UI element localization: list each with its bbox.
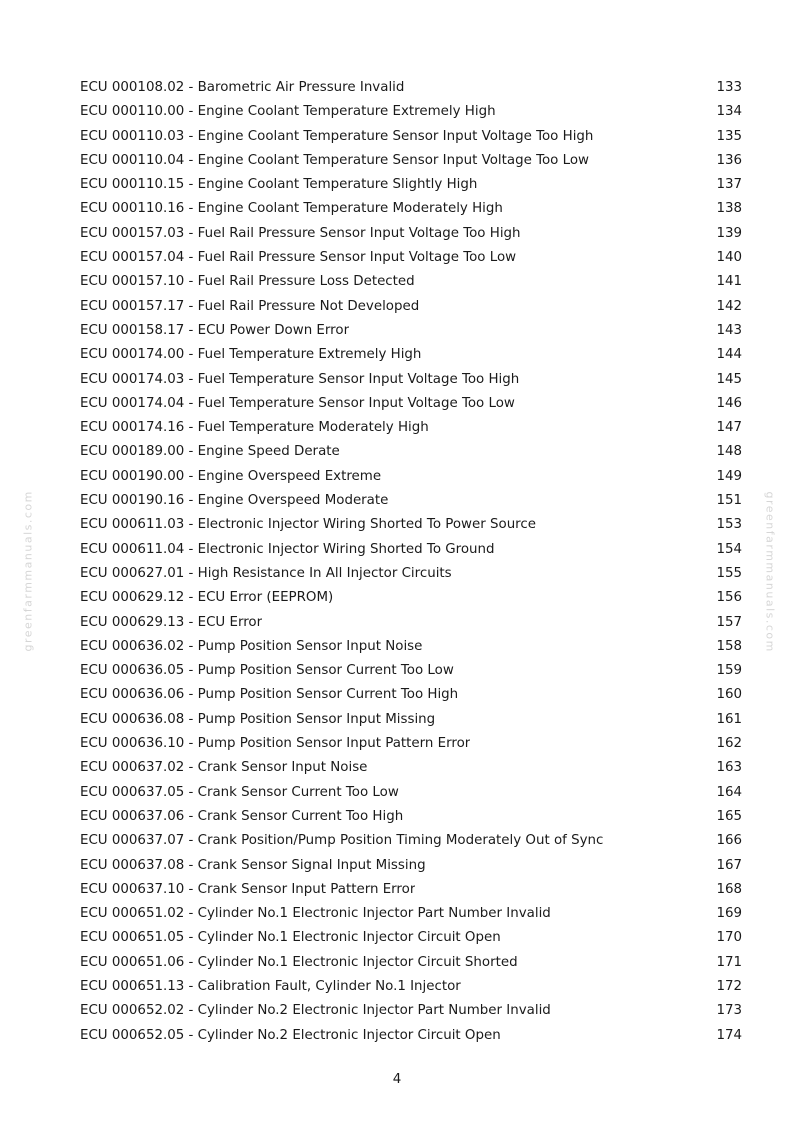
toc-entry[interactable] <box>80 343 742 367</box>
toc-entry-page: 172 <box>716 978 742 994</box>
toc-entry[interactable] <box>80 975 742 999</box>
toc-entry-page: 169 <box>716 906 742 922</box>
toc-entry-title: ECU 000174.03 - Fuel Temperature Sensor Input Voltage Too High <box>80 371 520 387</box>
toc-entry[interactable] <box>80 319 742 343</box>
toc-entry-page: 161 <box>716 711 742 727</box>
toc-entry-title: ECU 000174.04 - Fuel Temperature Sensor Input Voltage Too Low <box>80 395 515 411</box>
toc-entry-title: ECU 000637.07 - Crank Position/Pump Position Timing Moderately Out of Sync <box>80 833 604 849</box>
toc-entry-page: 171 <box>716 954 742 970</box>
toc-entry[interactable] <box>80 854 742 878</box>
toc-entry-page: 135 <box>716 128 742 144</box>
toc-entry[interactable] <box>80 1024 742 1048</box>
toc-entry-page: 147 <box>716 420 742 436</box>
toc-entry-page: 163 <box>716 760 742 776</box>
watermark-right: greenfarmmanuals.com <box>763 491 777 653</box>
toc-entry-title: ECU 000637.05 - Crank Sensor Current Too Low <box>80 784 399 800</box>
toc-entry[interactable] <box>80 829 742 853</box>
toc-entry-page: 173 <box>716 1003 742 1019</box>
toc-entry[interactable] <box>80 538 742 562</box>
toc-entry-title: ECU 000190.16 - Engine Overspeed Moderate <box>80 493 389 509</box>
toc-entry[interactable] <box>80 635 742 659</box>
toc-entry[interactable] <box>80 513 742 537</box>
toc-entry-title: ECU 000174.00 - Fuel Temperature Extremely High <box>80 347 422 363</box>
toc-entry[interactable] <box>80 270 742 294</box>
toc-entry-page: 134 <box>716 104 742 120</box>
toc-entry[interactable] <box>80 222 742 246</box>
toc-entry-page: 144 <box>716 347 742 363</box>
watermark-left: greenfarmmanuals.com <box>21 490 35 652</box>
toc-entry-page: 141 <box>716 274 742 290</box>
toc-entry-page: 159 <box>716 663 742 679</box>
toc-entry-page: 160 <box>716 687 742 703</box>
toc-entry-title: ECU 000157.17 - Fuel Rail Pressure Not Developed <box>80 298 420 314</box>
toc-entry[interactable] <box>80 197 742 221</box>
toc-entry-page: 148 <box>716 444 742 460</box>
toc-entry-page: 157 <box>716 614 742 630</box>
toc-entry[interactable] <box>80 781 742 805</box>
toc-entry-title: ECU 000158.17 - ECU Power Down Error <box>80 322 350 338</box>
toc-entry-title: ECU 000637.10 - Crank Sensor Input Pattern Error <box>80 881 416 897</box>
toc-entry-title: ECU 000651.06 - Cylinder No.1 Electronic Injector Circuit Shorted <box>80 954 518 970</box>
toc-entry-title: ECU 000157.04 - Fuel Rail Pressure Sensor Input Voltage Too Low <box>80 250 517 266</box>
toc-entry-title: ECU 000611.04 - Electronic Injector Wiring Shorted To Ground <box>80 541 495 557</box>
toc-entry-title: ECU 000110.03 - Engine Coolant Temperature Sensor Input Voltage Too High <box>80 128 594 144</box>
toc-entry-title: ECU 000108.02 - Barometric Air Pressure Invalid <box>80 80 405 95</box>
toc-entry-title: ECU 000110.15 - Engine Coolant Temperature Slightly High <box>80 177 478 193</box>
toc-entry[interactable] <box>80 562 742 586</box>
toc-entry[interactable] <box>80 416 742 440</box>
toc-entry-title: ECU 000637.06 - Crank Sensor Current Too High <box>80 808 404 824</box>
toc-entry-page: 139 <box>716 225 742 241</box>
toc-entry-title: ECU 000174.16 - Fuel Temperature Moderately High <box>80 420 429 436</box>
table-of-contents <box>80 76 742 1048</box>
toc-entry[interactable] <box>80 999 742 1023</box>
toc-entry[interactable] <box>80 489 742 513</box>
toc-entry-title: ECU 000629.13 - ECU Error <box>80 614 263 630</box>
toc-entry[interactable] <box>80 440 742 464</box>
toc-entry[interactable] <box>80 683 742 707</box>
toc-entry[interactable] <box>80 611 742 635</box>
toc-entry[interactable] <box>80 878 742 902</box>
toc-entry-title: ECU 000651.02 - Cylinder No.1 Electronic Injector Part Number Invalid <box>80 906 551 922</box>
toc-entry-page: 145 <box>716 371 742 387</box>
toc-entry-title: ECU 000110.16 - Engine Coolant Temperature Moderately High <box>80 201 503 217</box>
toc-entry-title: ECU 000652.05 - Cylinder No.2 Electronic Injector Circuit Open <box>80 1027 501 1043</box>
toc-entry[interactable] <box>80 902 742 926</box>
toc-entry-page: 168 <box>716 881 742 897</box>
toc-entry-title: ECU 000636.02 - Pump Position Sensor Input Noise <box>80 638 423 654</box>
toc-entry[interactable] <box>80 951 742 975</box>
toc-entry[interactable] <box>80 368 742 392</box>
toc-entry-page: 155 <box>716 565 742 581</box>
toc-entry-title: ECU 000637.08 - Crank Sensor Signal Input Missing <box>80 857 426 873</box>
toc-entry[interactable] <box>80 586 742 610</box>
toc-entry-title: ECU 000651.05 - Cylinder No.1 Electronic Injector Circuit Open <box>80 930 501 946</box>
toc-entry[interactable] <box>80 465 742 489</box>
toc-entry-title: ECU 000110.00 - Engine Coolant Temperature Extremely High <box>80 104 496 120</box>
toc-entry[interactable] <box>80 246 742 270</box>
toc-entry-title: ECU 000157.03 - Fuel Rail Pressure Sensor Input Voltage Too High <box>80 225 521 241</box>
toc-entry-title: ECU 000637.02 - Crank Sensor Input Noise <box>80 760 368 776</box>
toc-entry[interactable] <box>80 659 742 683</box>
toc-entry-title: ECU 000627.01 - High Resistance In All Injector Circuits <box>80 565 452 581</box>
toc-entry-page: 174 <box>716 1027 742 1043</box>
toc-entry-page: 140 <box>716 250 742 266</box>
toc-entry[interactable] <box>80 756 742 780</box>
toc-entry-page: 137 <box>716 177 742 193</box>
toc-entry[interactable] <box>80 173 742 197</box>
toc-entry-page: 156 <box>716 590 742 606</box>
toc-entry-page: 154 <box>716 541 742 557</box>
toc-entry[interactable] <box>80 708 742 732</box>
toc-entry-page: 162 <box>716 736 742 752</box>
toc-entry-page: 166 <box>716 833 742 849</box>
toc-entry-title: ECU 000157.10 - Fuel Rail Pressure Loss Detected <box>80 274 415 290</box>
toc-entry[interactable] <box>80 732 742 756</box>
toc-entry[interactable] <box>80 76 742 100</box>
toc-entry-title: ECU 000636.10 - Pump Position Sensor Input Pattern Error <box>80 736 471 752</box>
toc-entry-page: 136 <box>716 152 742 168</box>
toc-entry-title: ECU 000652.02 - Cylinder No.2 Electronic Injector Part Number Invalid <box>80 1003 551 1019</box>
toc-entry[interactable] <box>80 100 742 124</box>
toc-entry-page: 149 <box>716 468 742 484</box>
toc-entry-title: ECU 000636.08 - Pump Position Sensor Input Missing <box>80 711 436 727</box>
toc-entry-page: 165 <box>716 808 742 824</box>
toc-entry[interactable] <box>80 392 742 416</box>
toc-entry-page: 133 <box>716 80 742 95</box>
toc-entry-page: 143 <box>716 322 742 338</box>
toc-entry-page: 138 <box>716 201 742 217</box>
toc-entry[interactable] <box>80 805 742 829</box>
toc-entry[interactable] <box>80 295 742 319</box>
toc-entry-title: ECU 000190.00 - Engine Overspeed Extreme <box>80 468 382 484</box>
toc-entry[interactable] <box>80 926 742 950</box>
toc-entry[interactable] <box>80 149 742 173</box>
toc-entry-page: 158 <box>716 638 742 654</box>
toc-entry-title: ECU 000189.00 - Engine Speed Derate <box>80 444 340 460</box>
toc-entry-title: ECU 000110.04 - Engine Coolant Temperature Sensor Input Voltage Too Low <box>80 152 589 168</box>
toc-entry-title: ECU 000636.05 - Pump Position Sensor Current Too Low <box>80 663 454 679</box>
toc-entry-title: ECU 000636.06 - Pump Position Sensor Current Too High <box>80 687 459 703</box>
toc-entry-title: ECU 000629.12 - ECU Error (EEPROM) <box>80 590 334 606</box>
toc-entry-title: ECU 000651.13 - Calibration Fault, Cylinder No.1 Injector <box>80 978 461 994</box>
toc-entry-page: 146 <box>716 395 742 411</box>
toc-entry-page: 170 <box>716 930 742 946</box>
toc-entry[interactable] <box>80 125 742 149</box>
toc-entry-page: 151 <box>716 493 742 509</box>
page-number: 4 <box>392 1072 402 1087</box>
toc-entry-page: 142 <box>716 298 742 314</box>
toc-entry-title: ECU 000611.03 - Electronic Injector Wiring Shorted To Power Source <box>80 517 536 533</box>
toc-entry-page: 153 <box>716 517 742 533</box>
toc-entry-page: 164 <box>716 784 742 800</box>
toc-entry-page: 167 <box>716 857 742 873</box>
